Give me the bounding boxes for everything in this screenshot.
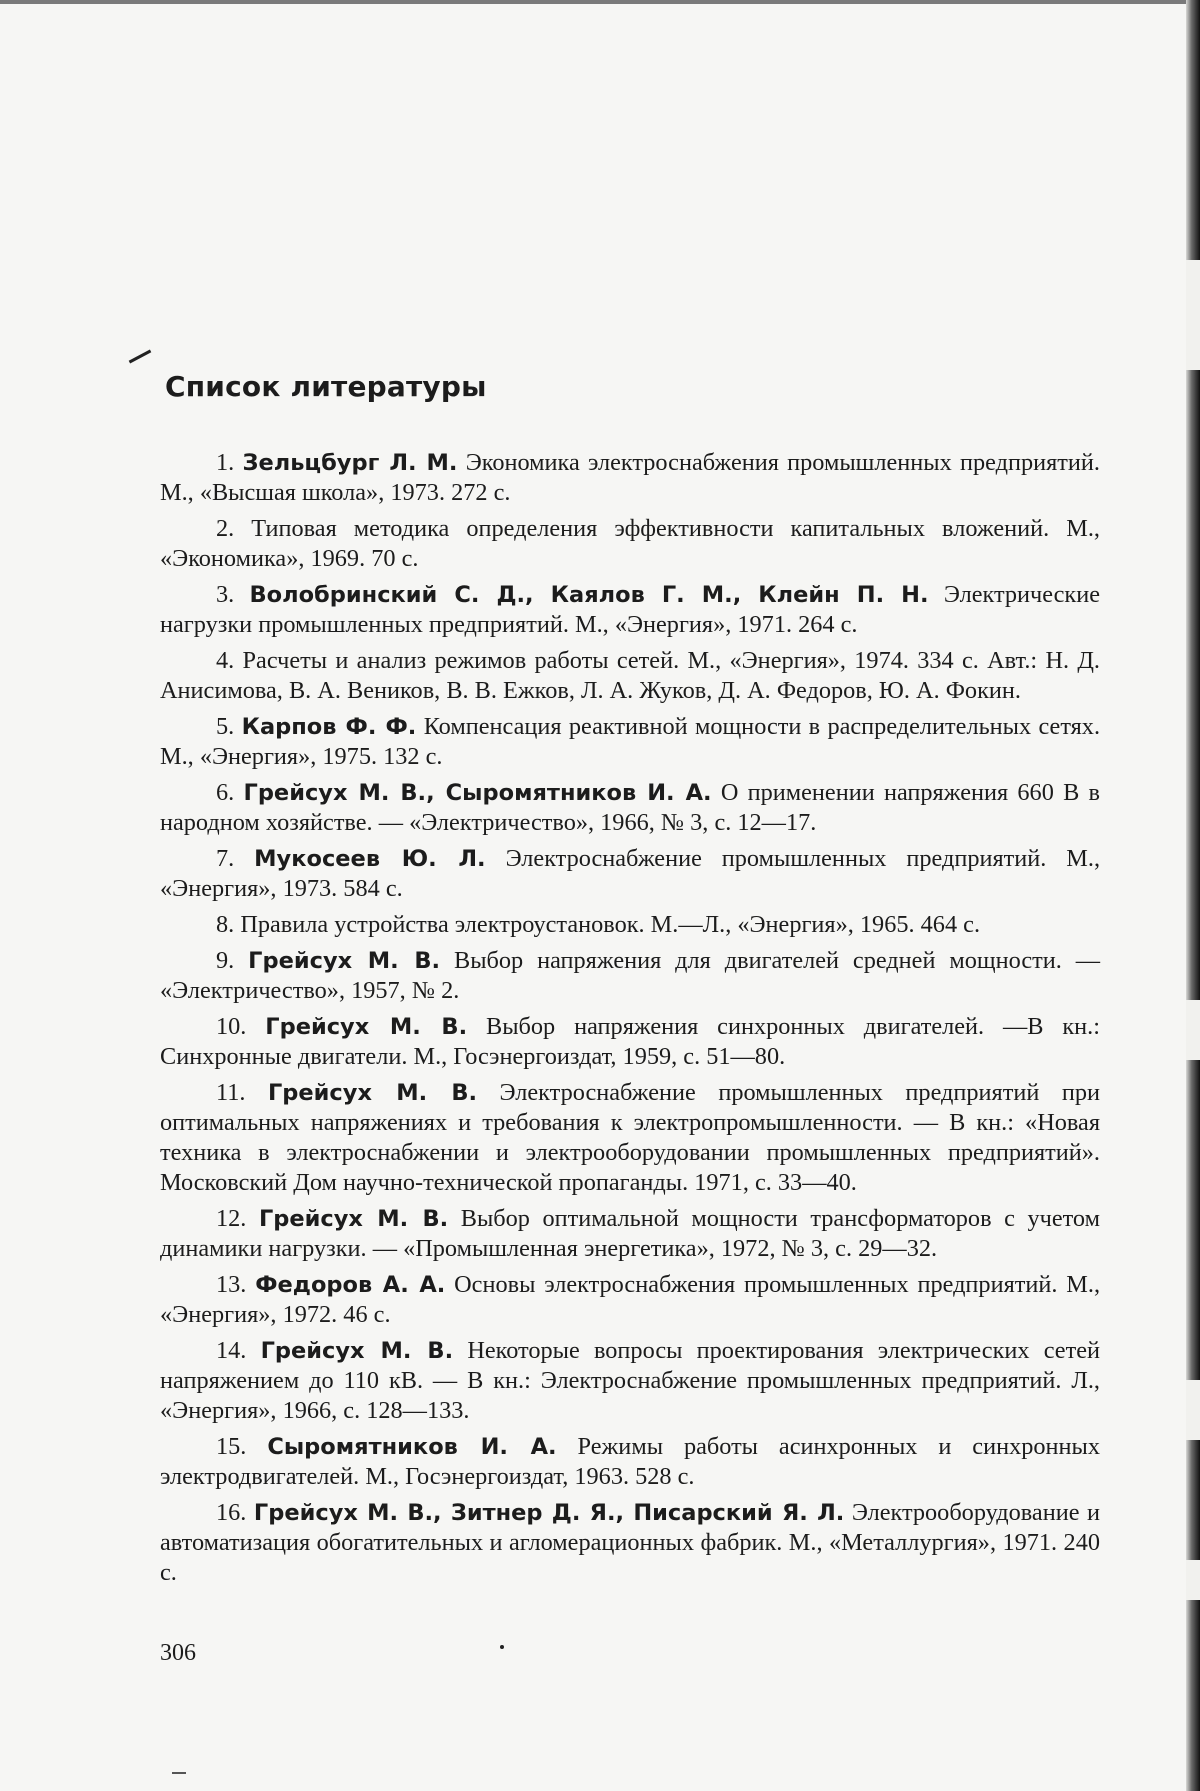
reference-author: Грейсух М. В.	[267, 1080, 478, 1106]
reference-number: 11.	[216, 1079, 246, 1106]
reference-item	[160, 580, 1100, 640]
reference-number: 13.	[216, 1271, 247, 1298]
reference-number: 7.	[216, 845, 235, 872]
reference-text: Расчеты и анализ режимов работы сетей. М., «Энергия», 1974. 334 с. Авт.: Н. Д. Анисимова, В. А. Веников, В. В. Ежков, Л. А. Жуков, Д. А. Федоров, Ю. А. Фокин.	[160, 647, 1101, 704]
reference-author: Грейсух М. В.	[260, 1338, 454, 1364]
reference-author: Волобринский С. Д., Каялов Г. М., Клейн П. Н.	[249, 582, 929, 608]
reference-author: Грейсух М. В., Сыромятников И. А.	[243, 780, 712, 806]
reference-number: 4.	[216, 647, 235, 674]
reference-number: 8.	[216, 911, 235, 938]
reference-item	[160, 778, 1100, 838]
reference-item	[160, 844, 1100, 904]
page-right-edge	[1186, 0, 1200, 1791]
reference-item	[160, 910, 1100, 940]
reference-author: Грейсух М. В.	[248, 948, 441, 974]
reference-number: 12.	[216, 1205, 247, 1232]
page-title: Список литературы	[165, 370, 487, 403]
reference-number: 9.	[216, 947, 235, 974]
reference-item	[160, 1078, 1100, 1198]
reference-author: Карпов Ф. Ф.	[241, 714, 417, 740]
reference-number: 5.	[216, 713, 235, 740]
reference-text: Электрооборудование и автоматизация обогатительных и агломерационных фабрик. М., «Металлургия», 1971. 240 с.	[160, 1499, 1101, 1586]
reference-text: Основы электроснабжения промышленных предприятий. М., «Энергия», 1972. 46 с.	[160, 1271, 1101, 1328]
reference-number: 16.	[216, 1499, 247, 1526]
reference-item	[160, 514, 1100, 574]
reference-author: Федоров А. А.	[255, 1272, 446, 1298]
reference-number: 14.	[216, 1337, 247, 1364]
speck-mark	[172, 1772, 186, 1774]
reference-text: Типовая методика определения эффективности капитальных вложений. М., «Экономика», 1969. 70 с.	[160, 515, 1100, 572]
reference-author: Зельцбург Л. М.	[242, 450, 458, 476]
reference-author: Грейсух М. В.	[258, 1206, 449, 1232]
reference-number: 10.	[216, 1013, 247, 1040]
reference-item	[160, 646, 1100, 706]
reference-author: Сыромятников И. А.	[267, 1434, 557, 1460]
reference-item	[160, 946, 1100, 1006]
reference-item	[160, 448, 1100, 508]
reference-number: 3.	[216, 581, 235, 608]
reference-number: 6.	[216, 779, 235, 806]
reference-text: Режимы работы асинхронных и синхронных электродвигателей. М., Госэнергоиздат, 1963. 528 с.	[160, 1433, 1101, 1490]
reference-list	[160, 448, 1100, 1594]
page-top-edge	[0, 0, 1200, 4]
reference-text: Выбор оптимальной мощности трансформаторов с учетом динамики нагрузки. — «Промышленная энергетика», 1972, № 3, с. 29—32.	[160, 1205, 1100, 1262]
reference-number: 15.	[216, 1433, 247, 1460]
reference-text: Электрические нагрузки промышленных предприятий. М., «Энергия», 1971. 264 с.	[160, 581, 1101, 638]
reference-author: Мукосеев Ю. Л.	[254, 846, 486, 872]
pen-mark	[129, 350, 152, 364]
reference-text: О применении напряжения 660 В в народном хозяйстве. — «Электричество», 1966, № 3, с. 12—17.	[160, 779, 1101, 836]
reference-item	[160, 1204, 1100, 1264]
reference-text: Некоторые вопросы проектирования электрических сетей напряжением до 110 кВ. — В кн.: Электроснабжение промышленных предприятий. Л., «Энергия», 1966, с. 128—133.	[160, 1337, 1100, 1424]
reference-number: 1.	[216, 449, 235, 476]
reference-text: Выбор напряжения синхронных двигателей. —В кн.: Синхронные двигатели. М., Госэнергоиздат, 1959, с. 51—80.	[160, 1013, 1100, 1070]
reference-item	[160, 1432, 1100, 1492]
reference-item	[160, 712, 1100, 772]
reference-item	[160, 1270, 1100, 1330]
speck-mark	[500, 1645, 504, 1649]
reference-text: Правила устройства электроустановок. М.—Л., «Энергия», 1965. 464 с.	[240, 911, 981, 938]
reference-author: Грейсух М. В.	[265, 1014, 468, 1040]
reference-item	[160, 1498, 1100, 1588]
reference-number: 2.	[216, 515, 235, 542]
reference-item	[160, 1336, 1100, 1426]
reference-text: Электроснабжение промышленных предприятий. М., «Энергия», 1973. 584 с.	[160, 845, 1101, 902]
page-number: 306	[160, 1640, 196, 1666]
reference-text: Экономика электроснабжения промышленных предприятий. М., «Высшая школа», 1973. 272 с.	[160, 449, 1101, 506]
reference-text: Выбор напряжения для двигателей средней мощности. — «Электричество», 1957, № 2.	[160, 947, 1101, 1004]
reference-author: Грейсух М. В., Зитнер Д. Я., Писарский Я. Л.	[253, 1500, 845, 1526]
reference-text: Электроснабжение промышленных предприятий при оптимальных напряжениях и требования к электропромышленности. — В кн.: «Новая техника в электроснабжении и электрооборудовании промышленных предприятий». Московский Дом научно-технической пропаганды. 1971, с. 33—40.	[160, 1079, 1100, 1196]
reference-text: Компенсация реактивной мощности в распределительных сетях. М., «Энергия», 1975. 132 с.	[160, 713, 1101, 770]
reference-item	[160, 1012, 1100, 1072]
